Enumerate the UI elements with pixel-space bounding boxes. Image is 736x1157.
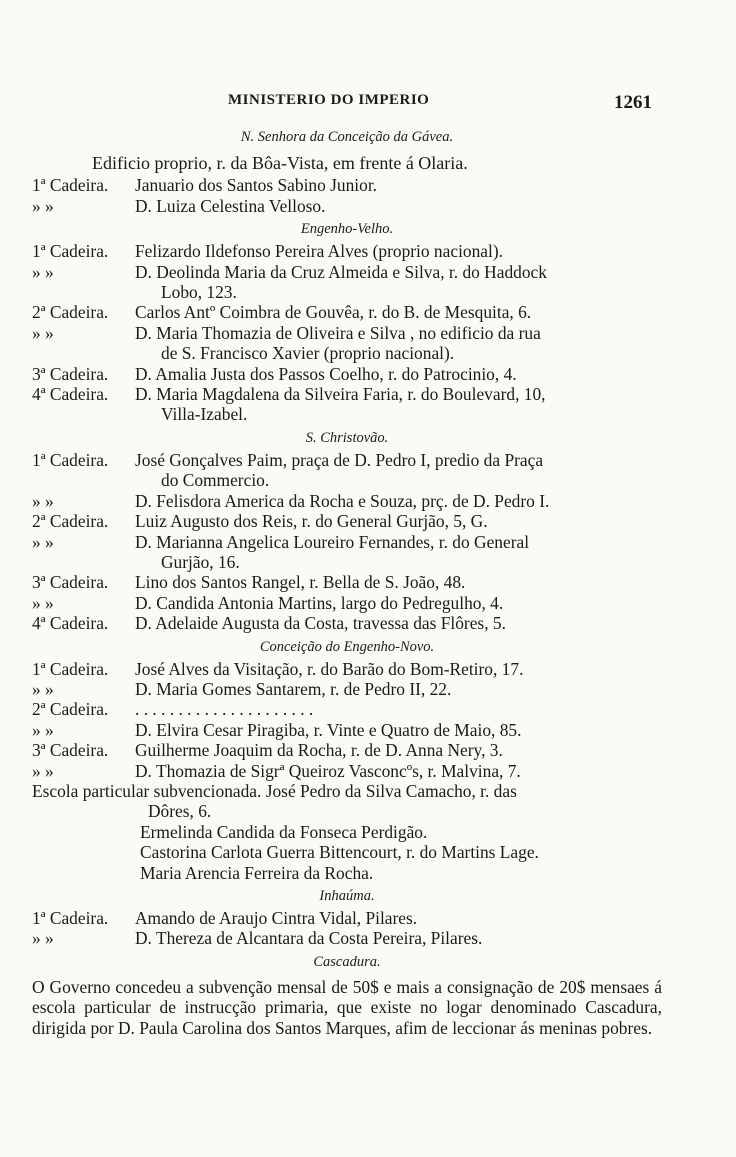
chair-label: 3ª Cadeira. — [32, 363, 109, 384]
page-number: 1261 — [614, 92, 652, 113]
page-body — [32, 126, 662, 1038]
chair-text: Carlos Antº Coimbra de Gouvêa, r. do B. de Mesquita, 6. — [135, 302, 532, 323]
list-item — [32, 720, 662, 740]
list-item — [32, 613, 662, 633]
chair-text: D. Candida Antonia Martins, largo do Pedregulho, 4. — [135, 592, 504, 613]
list-item — [32, 323, 662, 364]
list-item — [32, 928, 662, 948]
chair-label: 1ª Cadeira. — [32, 175, 109, 196]
chair-text: D. Deolinda Maria da Cruz Almeida e Silva, r. do Haddock — [135, 261, 547, 282]
section-title-engenho-novo: Conceição do Engenho-Novo. — [259, 638, 435, 655]
list-item — [32, 384, 662, 425]
chair-text-continued: do Commercio. — [161, 470, 270, 491]
chair-label: » » — [32, 760, 54, 781]
list-item — [32, 302, 662, 322]
list-item — [32, 262, 662, 303]
list-item: Castorina Carlota Guerra Bittencourt, r. do Martins Lage. — [140, 842, 539, 863]
chair-label: » » — [32, 261, 54, 282]
chair-text: Januario dos Santos Sabino Junior. — [135, 175, 378, 196]
list-item — [32, 740, 662, 760]
building-note: Edificio proprio, r. da Bôa-Vista, em frente á Olaria. — [92, 153, 468, 173]
escola-lead: Escola particular subvencionada. José Pedro da Silva Camacho, r. das — [32, 780, 517, 801]
chair-text-wrap — [135, 384, 662, 425]
list-item — [32, 364, 662, 384]
list-item: Ermelinda Candida da Fonseca Perdigão. — [140, 821, 428, 842]
list-item — [32, 241, 662, 261]
chair-label: » » — [32, 678, 54, 699]
chair-text: D. Amalia Justa dos Passos Coelho, r. do Patrocinio, 4. — [135, 363, 517, 384]
chair-label: » » — [32, 195, 54, 216]
chair-text: Lino dos Santos Rangel, r. Bella de S. João, 48. — [135, 572, 466, 593]
chair-text-continued: Lobo, 123. — [161, 282, 237, 303]
list-item — [32, 659, 662, 679]
chair-label: 3ª Cadeira. — [32, 740, 109, 761]
section-title-inhauma: Inhaúma. — [319, 888, 375, 904]
chair-label: 2ª Cadeira. — [32, 511, 109, 532]
section-title-s-christovao: S. Christovão. — [305, 429, 389, 446]
chair-label: » » — [32, 928, 54, 949]
chair-label: » » — [32, 531, 54, 552]
chair-text-wrap — [135, 532, 662, 573]
chair-text: Felizardo Ildefonso Pereira Alves (proprio nacional). — [135, 241, 503, 262]
chair-text-continued: Gurjão, 16. — [161, 551, 240, 572]
vacant-dots: . . . . . . . . . . . . . . . . . . . . . — [135, 699, 314, 720]
list-item — [32, 175, 662, 195]
chair-label: » » — [32, 490, 54, 511]
page-header — [0, 92, 736, 114]
chair-text-wrap — [135, 450, 662, 491]
chair-text: D. Elvira Cesar Piragiba, r. Vinte e Quatro de Maio, 85. — [135, 719, 522, 740]
chair-text-continued: Villa-Izabel. — [161, 404, 248, 425]
chair-label: 2ª Cadeira. — [32, 302, 109, 323]
list-item — [32, 532, 662, 573]
chair-text: Amando de Araujo Cintra Vidal, Pilares. — [135, 908, 418, 928]
list-item — [32, 572, 662, 592]
chair-text: Guilherme Joaquim da Rocha, r. de D. Anna Nery, 3. — [135, 740, 503, 761]
chair-label: 1ª Cadeira. — [32, 908, 109, 928]
chair-text: D. Maria Thomazia de Oliveira e Silva , no edificio da rua — [135, 322, 541, 343]
chair-label: » » — [32, 719, 54, 740]
list-item — [32, 491, 662, 511]
chair-label: 3ª Cadeira. — [32, 572, 109, 593]
list-item — [32, 593, 662, 613]
escola-particular — [32, 781, 662, 822]
chair-text: D. Thereza de Alcantara da Costa Pereira, Pilares. — [135, 928, 483, 949]
chair-text: Luiz Augusto dos Reis, r. do General Gurjão, 5, G. — [135, 511, 488, 532]
chair-text: D. Maria Magdalena da Silveira Faria, r. do Boulevard, 10, — [135, 384, 546, 405]
chair-label: 1ª Cadeira. — [32, 449, 109, 470]
chair-text: D. Felisdora America da Rocha e Souza, prç. de D. Pedro I. — [135, 490, 550, 511]
list-item: Maria Arencia Ferreira da Rocha. — [140, 862, 374, 883]
section-title-gavea: N. Senhora da Conceição da Gávea. — [240, 129, 454, 145]
chair-text: D. Thomazia de Sigrª Queiroz Vasconcºs, r. Malvina, 7. — [135, 760, 521, 781]
list-item — [32, 699, 662, 719]
section-title-cascadura: Cascadura. — [313, 953, 381, 970]
list-item — [32, 450, 662, 491]
section-title-engenho-velho: Engenho-Velho. — [300, 221, 394, 238]
running-title: MINISTERIO DO IMPERIO — [228, 92, 430, 108]
chair-text: José Alves da Visitação, r. do Barão do Bom-Retiro, 17. — [135, 658, 524, 679]
escola-lead-continued: Dôres, 6. — [148, 801, 212, 822]
list-item — [32, 679, 662, 699]
chair-label: 2ª Cadeira. — [32, 699, 109, 720]
chair-text-continued: de S. Francisco Xavier (proprio nacional). — [161, 343, 455, 364]
chair-text-wrap — [135, 262, 662, 303]
list-item — [32, 908, 662, 928]
chair-label: 1ª Cadeira. — [32, 658, 109, 679]
chair-text-wrap — [135, 323, 662, 364]
chair-label: 4ª Cadeira. — [32, 613, 109, 634]
chair-label: » » — [32, 592, 54, 613]
chair-label: 4ª Cadeira. — [32, 384, 109, 405]
list-item — [32, 196, 662, 216]
chair-text: D. Adelaide Augusta da Costa, travessa das Flôres, 5. — [135, 613, 506, 634]
list-item — [32, 761, 662, 781]
chair-label: » » — [32, 322, 54, 343]
chair-text: D. Luiza Celestina Velloso. — [135, 195, 326, 216]
chair-text: D. Marianna Angelica Loureiro Fernandes, r. do General — [135, 531, 530, 552]
chair-label: 1ª Cadeira. — [32, 241, 109, 262]
list-item — [32, 511, 662, 531]
cascadura-paragraph: O Governo concedeu a subvenção mensal de 50$ e mais a consignação de 20$ mensaes á escola particular de instrucção primaria, que existe no logar denominado Cascadura, dirigida por D. Paula Carolina dos Santos Marques, afim de leccionar ás meninas pobres. — [32, 976, 662, 1038]
chair-text: D. Maria Gomes Santarem, r. de Pedro II, 22. — [135, 678, 452, 699]
chair-text: José Gonçalves Paim, praça de D. Pedro I, predio da Praça — [135, 449, 544, 470]
